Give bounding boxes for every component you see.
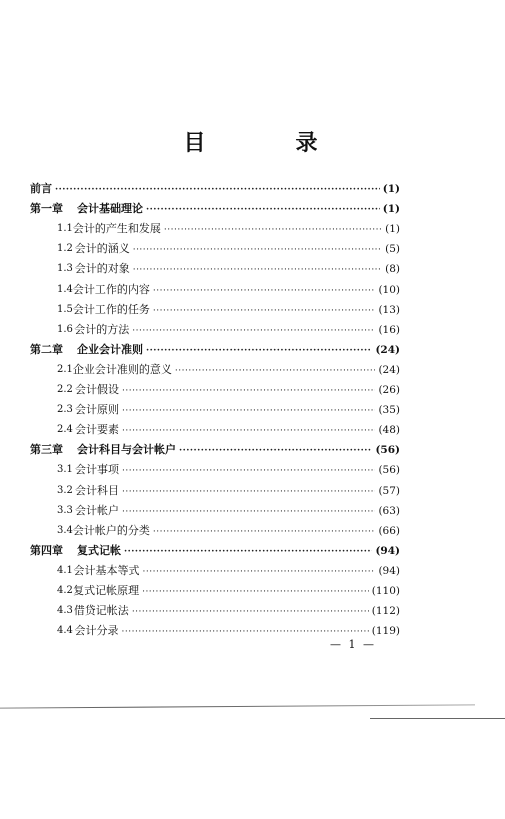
entry-page: (8) <box>385 263 400 276</box>
toc-section-entry <box>30 236 400 256</box>
entry-number: 3.2 <box>57 484 73 496</box>
entry-page: (112) <box>371 605 400 618</box>
entry-title: 企业会计准则 <box>77 342 143 356</box>
entry-number: 3.1 <box>57 464 73 476</box>
toc-section-entry <box>30 618 400 638</box>
dot-leader <box>146 204 380 216</box>
dot-leader <box>122 385 375 397</box>
entry-title: 会计科目 <box>74 483 119 497</box>
entry-title: 会计要素 <box>74 423 119 437</box>
dot-leader <box>175 365 376 377</box>
dot-leader <box>133 244 382 256</box>
entry-number: 2.3 <box>57 404 73 416</box>
entry-number: 4.4 <box>57 625 73 637</box>
toc-preface-entry <box>30 176 400 196</box>
entry-page: (57) <box>378 484 400 497</box>
entry-page: (56) <box>375 444 400 457</box>
entry-page: (119) <box>371 625 400 638</box>
table-of-contents <box>30 176 400 638</box>
entry-title: 企业会计准则的意义 <box>72 362 172 376</box>
entry-title: 会计基础理论 <box>77 202 143 216</box>
entry-number: 1.6 <box>57 323 73 335</box>
entry-title: 会计假设 <box>74 383 119 397</box>
entry-number: 3.3 <box>57 504 73 516</box>
page-title: 目 录 <box>183 130 352 156</box>
toc-chapter-entry <box>30 196 400 216</box>
entry-title: 会计基本等式 <box>73 563 140 577</box>
dot-leader <box>122 425 375 437</box>
dot-leader <box>122 626 369 638</box>
entry-number: 第一章 <box>30 202 63 216</box>
entry-title: 复式记帐原理 <box>73 583 140 597</box>
page-number: — 1 — <box>330 638 376 651</box>
entry-number: 第二章 <box>30 342 63 356</box>
entry-page: (13) <box>378 303 400 316</box>
entry-number: 1.3 <box>57 263 73 275</box>
entry-number: 4.3 <box>57 605 73 617</box>
entry-title: 复式记帐 <box>77 543 121 557</box>
entry-title: 会计原则 <box>74 403 119 417</box>
dot-leader <box>153 526 376 538</box>
entry-title: 会计帐户 <box>74 503 119 517</box>
entry-page: (24) <box>375 343 400 356</box>
entry-title: 会计的方法 <box>74 322 130 336</box>
entry-page: (1) <box>382 183 400 196</box>
toc-section-entry <box>30 498 400 518</box>
dot-leader <box>153 305 376 317</box>
dot-leader <box>143 566 376 578</box>
entry-number: 4.2 <box>57 584 73 596</box>
toc-chapter-entry <box>30 437 400 457</box>
dot-leader <box>133 264 382 276</box>
toc-section-entry <box>30 357 400 377</box>
dot-leader <box>153 285 376 297</box>
toc-section-entry <box>30 377 400 397</box>
entry-title: 会计帐户的分类 <box>72 523 150 537</box>
toc-section-entry <box>30 457 400 477</box>
entry-page: (26) <box>378 384 400 397</box>
entry-title: 借贷记帐法 <box>73 604 129 618</box>
entry-number: 第四章 <box>30 543 63 557</box>
dot-leader <box>146 345 372 357</box>
entry-title: 会计科目与会计帐户 <box>77 443 176 457</box>
dot-leader <box>122 486 375 498</box>
entry-page: (94) <box>378 564 400 577</box>
entry-page: (94) <box>375 544 400 557</box>
entry-title: 前言 <box>30 182 52 196</box>
dot-leader <box>132 325 375 337</box>
entry-page: (110) <box>371 584 400 597</box>
dot-leader <box>164 224 382 236</box>
toc-section-entry <box>30 417 400 437</box>
bottom-rule-short <box>370 718 505 719</box>
entry-page: (63) <box>378 504 400 517</box>
dot-leader <box>124 546 372 558</box>
entry-number: 第三章 <box>30 443 63 457</box>
entry-number: 1.4 <box>57 283 73 295</box>
entry-page: (48) <box>378 424 400 437</box>
entry-title: 会计工作的内容 <box>72 282 150 296</box>
dot-leader <box>122 506 375 518</box>
entry-page: (24) <box>378 363 400 376</box>
entry-page: (10) <box>378 283 400 296</box>
dot-leader <box>132 606 369 618</box>
toc-section-entry <box>30 477 400 497</box>
entry-number: 4.1 <box>57 564 73 576</box>
entry-title: 会计的涵义 <box>74 242 130 256</box>
toc-section-entry <box>30 256 400 276</box>
entry-number: 3.4 <box>57 524 73 536</box>
dot-leader <box>179 445 372 457</box>
entry-number: 1.5 <box>57 303 73 315</box>
entry-page: (16) <box>378 323 400 336</box>
toc-section-entry <box>30 276 400 296</box>
entry-number: 2.1 <box>57 363 73 375</box>
entry-number: 1.2 <box>57 243 73 255</box>
entry-page: (1) <box>385 223 400 236</box>
dot-leader <box>122 405 375 417</box>
entry-number: 1.1 <box>57 223 73 235</box>
entry-number: 2.4 <box>57 424 73 436</box>
toc-section-entry <box>30 317 400 337</box>
entry-title: 会计事项 <box>74 463 119 477</box>
toc-section-entry <box>30 578 400 598</box>
entry-number: 2.2 <box>57 384 73 396</box>
toc-section-entry <box>30 598 400 618</box>
toc-section-entry <box>30 397 400 417</box>
toc-chapter-entry <box>30 538 400 558</box>
entry-page: (56) <box>378 464 400 477</box>
dot-leader <box>55 184 380 196</box>
dot-leader <box>142 586 369 598</box>
toc-section-entry <box>30 518 400 538</box>
entry-page: (35) <box>378 404 400 417</box>
toc-section-entry <box>30 558 400 578</box>
toc-chapter-entry <box>30 337 400 357</box>
entry-title: 会计的对象 <box>74 262 130 276</box>
entry-page: (66) <box>378 524 400 537</box>
toc-section-entry <box>30 216 400 236</box>
entry-page: (1) <box>382 203 400 216</box>
entry-title: 会计分录 <box>74 624 119 638</box>
entry-title: 会计的产生和发展 <box>72 222 161 236</box>
toc-section-entry <box>30 297 400 317</box>
dot-leader <box>122 465 375 477</box>
bottom-rule <box>0 704 475 708</box>
entry-page: (5) <box>385 243 400 256</box>
entry-title: 会计工作的任务 <box>72 302 150 316</box>
